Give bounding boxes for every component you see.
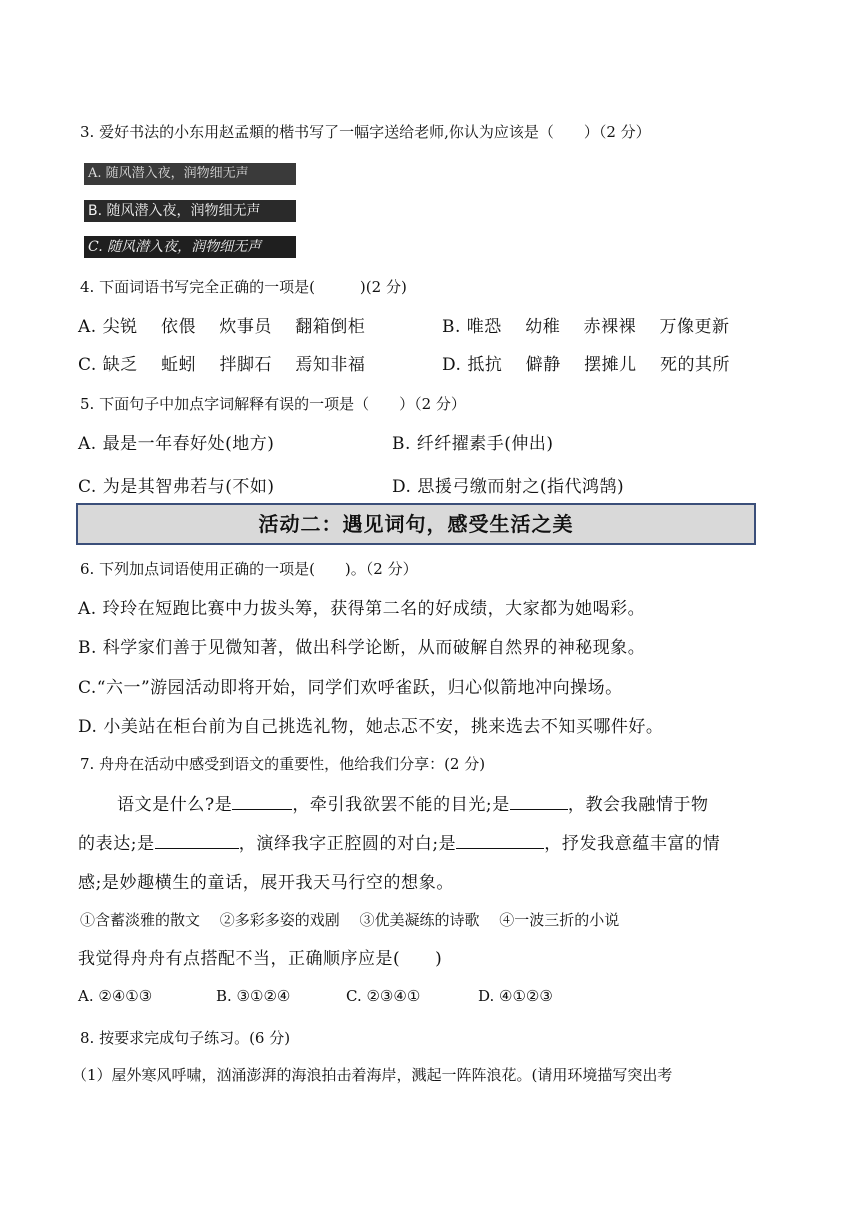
- q7-p1-part-b: ，牵引我欲罢不能的目光;是: [292, 795, 510, 815]
- q7-blank-2[interactable]: [510, 795, 568, 810]
- q4-option-b: B. 唯恐 幼稚 赤裸裸 万像更新: [442, 317, 730, 337]
- q3-stem: 3. 爱好书法的小东用赵孟頫的楷书写了一幅字送给老师,你认为应该是（ ）（2 分）: [80, 123, 651, 141]
- q3-option-a-calligraphy: A. 随风潜入夜，润物细无声: [84, 163, 296, 185]
- q7-option-b: B. ③①②④: [216, 987, 291, 1005]
- q6-stem: 6. 下列加点词语使用正确的一项是( )。（2 分）: [80, 560, 418, 578]
- q7-stem: 7. 舟舟在活动中感受到语文的重要性，他给我们分享：(2 分): [80, 755, 486, 773]
- q7-paragraph-line-3: 感;是妙趣横生的童话，展开我天马行空的想象。: [78, 873, 454, 893]
- q6-option-d: D. 小美站在柜台前为自己挑选礼物，她忐忑不安，挑来选去不知买哪件好。: [78, 717, 664, 737]
- q6-option-b: B. 科学家们善于见微知著，做出科学论断，从而破解自然界的神秘现象。: [78, 638, 646, 658]
- q4-option-c: C. 缺乏 蚯蚓 拌脚石 焉知非福: [78, 355, 366, 375]
- q7-p1-part-a: 语文是什么?是: [117, 795, 233, 815]
- q5-option-b: B. 纤纤擢素手(伸出): [392, 434, 554, 454]
- q5-option-a: A. 最是一年春好处(地方): [78, 434, 275, 454]
- q7-p1-part-c: ，教会我融情于物: [567, 795, 709, 815]
- q4-option-d: D. 抵抗 僻静 摆摊儿 死的其所: [442, 355, 731, 375]
- q4-stem: 4. 下面词语书写完全正确的一项是( )(2 分): [80, 278, 407, 296]
- q7-p2-part-c: ，抒发我意蕴丰富的情: [544, 834, 721, 854]
- q7-option-d: D. ④①②③: [478, 987, 553, 1005]
- q8-stem: 8. 按要求完成句子练习。(6 分): [80, 1029, 291, 1047]
- q7-option-c: C. ②③④①: [346, 987, 421, 1005]
- q7-blank-4[interactable]: [456, 834, 544, 849]
- q7-p2-part-a: 的表达;是: [78, 834, 155, 854]
- q5-option-d: D. 思援弓缴而射之(指代鸿鹄): [392, 477, 625, 497]
- section-banner: 活动二：遇见词句，感受生活之美: [76, 503, 756, 545]
- q5-stem: 5. 下面句子中加点字词解释有误的一项是（ ）（2 分）: [80, 395, 466, 413]
- q3-option-b-calligraphy: B. 随风潜入夜，润物细无声: [84, 200, 296, 222]
- q7-paragraph-line-1: [117, 790, 709, 815]
- q7-option-a: A. ②④①③: [78, 987, 153, 1005]
- q7-ask: 我觉得舟舟有点搭配不当，正确顺序应是( ): [78, 949, 443, 969]
- q5-option-c: C. 为是其智弗若与(不如): [78, 477, 275, 497]
- q3-option-c-calligraphy: C. 随风潜入夜，润物细无声: [84, 236, 296, 258]
- q7-paragraph-line-2: [78, 829, 720, 854]
- q7-p2-part-b: ，演绎我字正腔圆的对白;是: [238, 834, 457, 854]
- q7-choices: ①含蓄淡雅的散文 ②多彩多姿的戏剧 ③优美凝练的诗歌 ④一波三折的小说: [80, 911, 620, 929]
- q8-sentence-1: （1）屋外寒风呼啸，汹涌澎湃的海浪拍击着海岸，溅起一阵阵浪花。(请用环境描写突出考: [72, 1066, 673, 1084]
- q6-option-c: C.“六一”游园活动即将开始，同学们欢呼雀跃，归心似箭地冲向操场。: [78, 678, 623, 698]
- q7-blank-1[interactable]: [232, 795, 292, 810]
- q4-option-a: A. 尖锐 依偎 炊事员 翻箱倒柜: [78, 317, 366, 337]
- q7-blank-3[interactable]: [155, 834, 239, 849]
- q6-option-a: A. 玲玲在短跑比赛中力拔头筹，获得第二名的好成绩，大家都为她喝彩。: [78, 599, 646, 619]
